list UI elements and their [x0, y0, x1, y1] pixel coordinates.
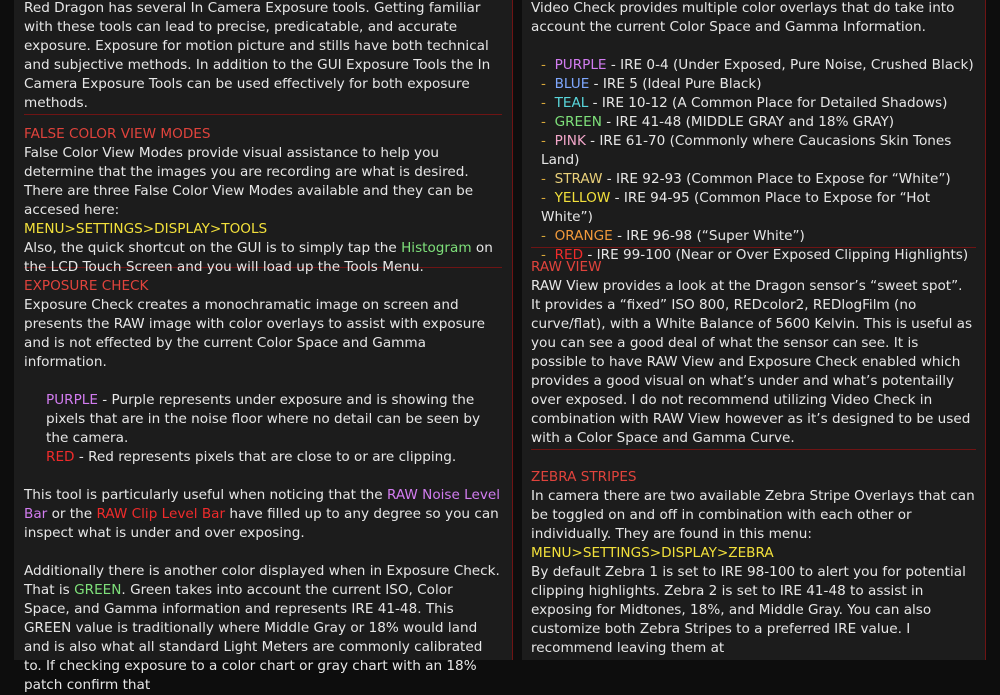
- section-false-color-view-modes: [24, 125, 502, 275]
- text-run: have filled up to any degree so you can inspect what is under and over exposing.: [24, 506, 499, 541]
- right-column: [522, 0, 986, 660]
- menu-path: MENU>SETTINGS>DISPLAY>TOOLS: [24, 221, 268, 237]
- section-exposure-check: [24, 277, 502, 693]
- ire-range-text: - IRE 92-93 (Common Place to Expose for “White”): [602, 171, 951, 187]
- list-dash: -: [541, 133, 546, 149]
- section-video-check: [531, 0, 976, 263]
- ire-color-label: TEAL: [554, 95, 589, 111]
- ire-color-label: PURPLE: [554, 57, 607, 73]
- purple-item: [24, 391, 502, 448]
- menu-path: MENU>SETTINGS>DISPLAY>ZEBRA: [531, 545, 774, 561]
- ire-range-text: - IRE 99-100 (Near or Over Exposed Clipping Highlights): [583, 247, 969, 263]
- ire-color-label: BLUE: [554, 76, 590, 92]
- list-dash: -: [541, 57, 546, 73]
- text-run: Also, the quick shortcut on the GUI is to simply tap the: [24, 240, 402, 256]
- ire-item-orange: [541, 227, 976, 246]
- paragraph: Exposure Check creates a monochramatic image on screen and presents the RAW image with color overlays to assist with exposure and is not effected by the current Color Space and Gamma information.: [24, 297, 486, 370]
- raw-noise-level-bar-highlight: RAW Noise Level Bar: [24, 487, 501, 522]
- ire-item-pink: [541, 132, 976, 170]
- ire-color-label: ORANGE: [554, 228, 613, 244]
- text-run: This tool is particularly useful when noticing that the: [24, 487, 387, 503]
- ire-range-text: - IRE 0-4 (Under Exposed, Pure Noise, Crushed Black): [606, 57, 974, 73]
- paragraph: In camera there are two available Zebra Stripe Overlays that can be toggled on and off in combination with each other or individually. They are found in this menu:: [531, 488, 975, 542]
- list-dash: -: [541, 114, 546, 130]
- list-dash: -: [541, 190, 546, 206]
- ire-item-straw: [541, 170, 976, 189]
- ire-item-blue: [541, 75, 976, 94]
- section-heading: FALSE COLOR VIEW MODES: [24, 126, 211, 142]
- green-label: GREEN: [74, 582, 122, 598]
- red-item: [24, 448, 502, 467]
- histogram-highlight: Histogram: [401, 240, 472, 256]
- list-dash: -: [541, 171, 546, 187]
- text-run: - Purple represents under exposure and is showing the pixels that are in the noise floor where no detail can be seen by the camera.: [46, 392, 481, 446]
- red-label: RED: [46, 449, 75, 465]
- section-in-camera-exposure-tools: [24, 0, 502, 115]
- text-run: Additionally there is another color displayed when in Exposure Check. That is: [24, 563, 500, 598]
- section-heading: RAW VIEW: [531, 259, 602, 275]
- ire-range-text: - IRE 94-95 (Common Place to Expose for “Hot White”): [541, 190, 931, 225]
- paragraph: [24, 239, 502, 277]
- paragraph: False Color View Modes provide visual assistance to help you determine that the images you are recording are what is desired. There are three False Color View Modes available and they can be accesed here:: [24, 145, 474, 218]
- text-run: . Green takes into account the current ISO, Color Space, and Gamma information and represents IRE 41-48. This GREEN value is traditionally where Middle Gray or 18% would land and is also what all standard Light Meters are commonly calibrated to. If checking exposure to a color chart or gray chart with an 18% patch confirm that: [24, 582, 483, 693]
- text-run: or the: [47, 506, 97, 522]
- text-run: on the LCD Touch Screen and you will load up the Tools Menu.: [24, 240, 493, 275]
- section-raw-view: [531, 258, 976, 450]
- ire-range-text: - IRE 96-98 (“Super White”): [612, 228, 805, 244]
- ire-color-label: STRAW: [554, 171, 603, 187]
- spacer: [24, 372, 502, 391]
- purple-label: PURPLE: [46, 392, 98, 408]
- ire-range-text: - IRE 61-70 (Commonly where Caucasions Skin Tones Land): [541, 133, 952, 168]
- paragraph: Video Check provides multiple color overlays that do take into account the current Color Space and Gamma Information.: [531, 0, 955, 35]
- ire-color-list: [531, 56, 976, 265]
- ire-item-green: [541, 113, 976, 132]
- section-zebra-stripes: [531, 468, 976, 656]
- spacer: [24, 467, 502, 486]
- raw-clip-level-bar-highlight: RAW Clip Level Bar: [96, 506, 226, 522]
- text-run: - Red represents pixels that are close to or are clipping.: [74, 449, 457, 465]
- list-dash: -: [541, 76, 546, 92]
- ire-range-text: - IRE 10-12 (A Common Place for Detailed Shadows): [588, 95, 948, 111]
- paragraph: RAW View provides a look at the Dragon sensor’s “sweet spot”. It provides a “fixed” ISO 800, REDcolor2, REDlogFilm (no curve/flat), with a White Balance of 5600 Kelvin. This is useful as you can see a good deal of what the sensor can see. It is possible to have RAW View and Exposure Check enabled which provides a good visual on what’s under and what’s potentailly over exposed. I do not recommend utilizing Video Check in combination with RAW View however as it’s designed to be used with a Color Space and Gamma Curve.: [531, 278, 973, 446]
- paragraph: By default Zebra 1 is set to IRE 98-100 to alert you for potential clipping highlights. Zebra 2 is set to IRE 41-48 to assist in exposing for Midtones, 18%, and Middle Gray. You can also customize both Zebra Stripes to a preferred IRE value. I recommend leaving them at: [531, 564, 966, 656]
- left-column: [14, 0, 513, 693]
- paragraph: Red Dragon has several In Camera Exposure tools. Getting familiar with these tools can lead to precise, predicatable, and accurate exposure. Exposure for motion picture and stills have both technical and subjective methods. In addition to the GUI Exposure Tools the In Camera Exposure Tools can be used effectively for both exposure methods.: [24, 0, 491, 111]
- list-dash: -: [541, 228, 546, 244]
- spacer: [531, 37, 976, 56]
- paragraph: [24, 562, 502, 695]
- ire-item-purple: [541, 56, 976, 75]
- list-dash: -: [541, 95, 546, 111]
- ire-color-label: PINK: [554, 133, 586, 149]
- ire-color-label: YELLOW: [554, 190, 611, 206]
- ire-item-teal: [541, 94, 976, 113]
- section-heading: ZEBRA STRIPES: [531, 469, 637, 485]
- paragraph: [24, 486, 502, 543]
- ire-item-yellow: [541, 189, 976, 227]
- ire-color-label: GREEN: [554, 114, 602, 130]
- ire-range-text: - IRE 5 (Ideal Pure Black): [589, 76, 762, 92]
- section-heading: EXPOSURE CHECK: [24, 278, 149, 294]
- ire-range-text: - IRE 41-48 (MIDDLE GRAY and 18% GRAY): [601, 114, 895, 130]
- ire-color-label: RED: [554, 247, 584, 263]
- list-dash: -: [541, 247, 546, 263]
- spacer: [24, 543, 502, 562]
